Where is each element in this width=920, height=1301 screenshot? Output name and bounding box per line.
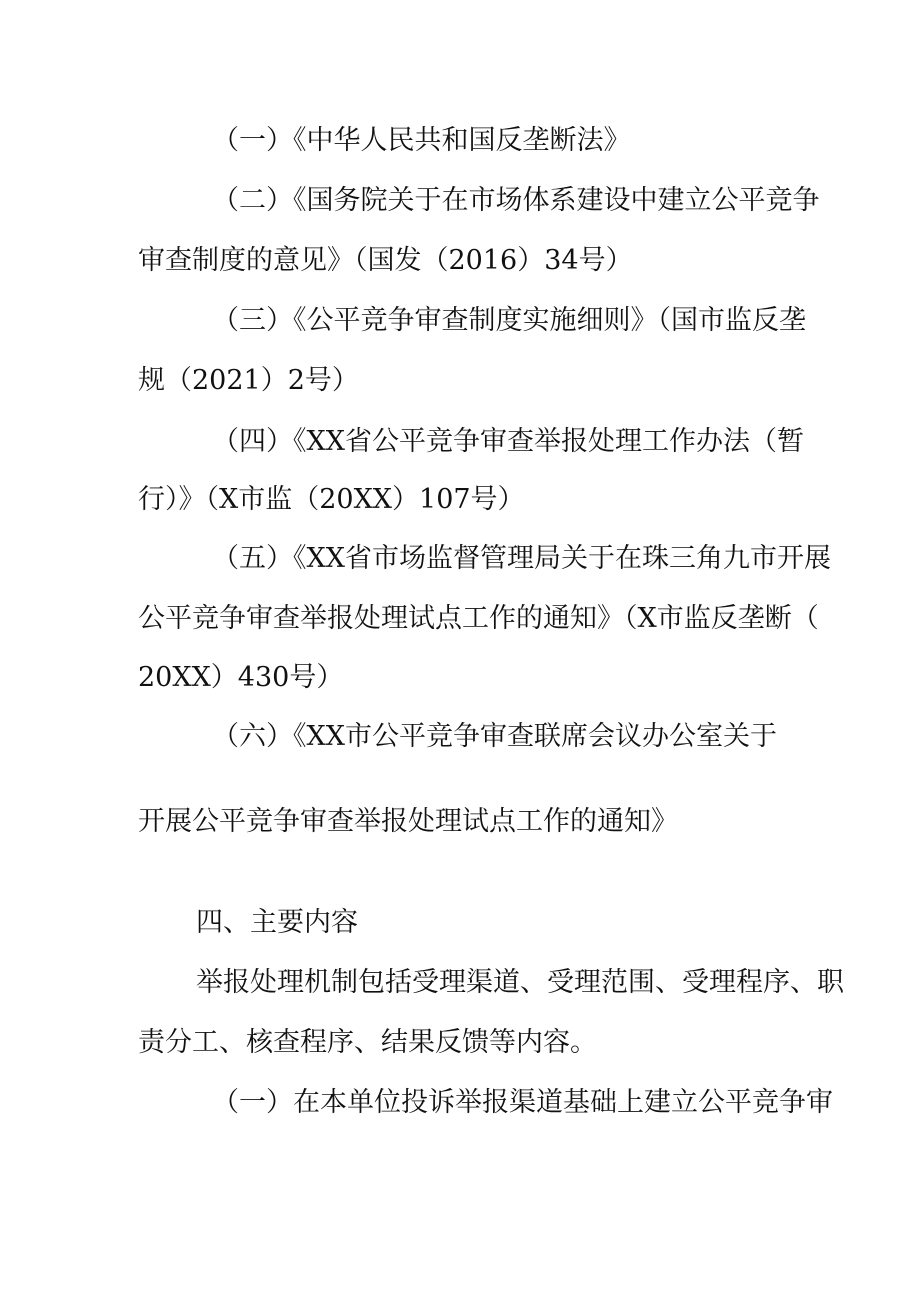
law-item-3-line-2: 规（2021）2号） — [138, 365, 359, 396]
law-item-2-line-1: （二）《国务院关于在市场体系建设中建立公平竞争 — [212, 185, 820, 216]
law-item-4-line-2: 行）》（X市监（20XX）107号） — [138, 484, 525, 515]
law-item-5-line-1: （五）《XX省市场监督管理局关于在珠三角九市开展 — [212, 543, 831, 574]
section-heading: 四、主要内容 — [196, 907, 358, 938]
law-item-5-line-2: 公平竞争审查举报处理试点工作的通知》（X市监反垄断（ — [138, 603, 819, 634]
body-paragraph-line-1: 举报处理机制包括受理渠道、受理范围、受理程序、职 — [196, 967, 844, 998]
law-item-6-line-1: （六）《XX市公平竞争审查联席会议办公室关于 — [212, 721, 777, 752]
law-item-6-line-2: 开展公平竞争审查举报处理试点工作的通知》 — [138, 806, 678, 837]
law-item-1: （一）《中华人民共和国反垄断法》 — [212, 125, 631, 156]
body-paragraph-line-2: 责分工、核查程序、结果反馈等内容。 — [138, 1027, 597, 1058]
subsection-line-1: （一）在本单位投诉举报渠道基础上建立公平竞争审 — [212, 1087, 833, 1118]
law-item-2-line-2: 审查制度的意见》（国发（2016）34号） — [138, 245, 633, 276]
law-item-5-line-3: 20XX）430号） — [138, 662, 344, 693]
law-item-3-line-1: （三）《公平竞争审查制度实施细则》（国市监反垄 — [212, 305, 806, 336]
law-item-4-line-1: （四）《XX省公平竞争审查举报处理工作办法（暂 — [212, 426, 804, 457]
